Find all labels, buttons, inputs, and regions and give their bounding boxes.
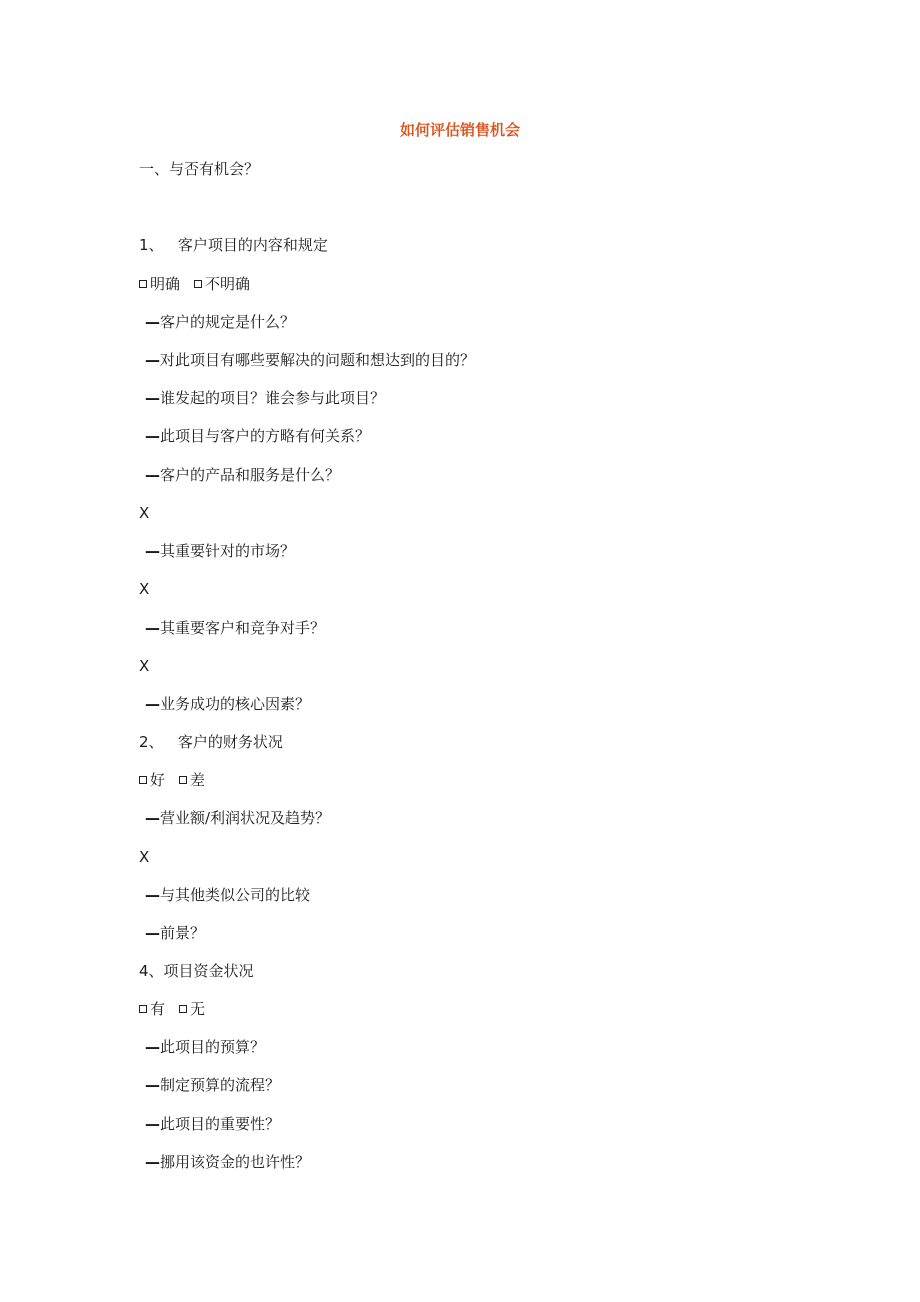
item-1-label: 客户项目的内容和规定 xyxy=(177,236,328,254)
dash-mark: — xyxy=(145,1153,160,1171)
dash-mark: — xyxy=(145,313,160,331)
dash-mark: — xyxy=(145,619,160,637)
checkbox-icon xyxy=(179,1005,187,1013)
dash-mark: — xyxy=(145,427,160,445)
question-line: —此项目的预算？ xyxy=(145,1038,266,1056)
dash-mark: — xyxy=(145,886,160,904)
item-2-heading xyxy=(139,731,283,753)
dash-mark: — xyxy=(145,924,160,942)
item-1-options xyxy=(139,273,250,295)
document-title: 如何评估销售机会 xyxy=(399,121,520,139)
option-good: 好 xyxy=(139,771,165,789)
dash-mark: — xyxy=(145,695,160,713)
option-clear: 明确 xyxy=(139,275,180,293)
option-unclear: 不明确 xyxy=(194,275,250,293)
dash-mark: — xyxy=(145,389,160,407)
dash-mark: — xyxy=(145,1076,160,1094)
item-4-heading xyxy=(139,960,254,982)
option-yes: 有 xyxy=(139,1000,165,1018)
question-line: —业务成功的核心因素？ xyxy=(145,695,311,713)
item-4-number: 4、 xyxy=(139,962,164,980)
question-line: —营业额/利润状况及趋势？ xyxy=(145,809,331,827)
question-line: —谁发起的项目？谁会参与此项目？ xyxy=(145,389,386,407)
item-1-heading xyxy=(139,234,328,256)
option-poor: 差 xyxy=(179,771,205,789)
dash-mark: — xyxy=(145,542,160,560)
checkbox-icon xyxy=(139,280,147,288)
item-4-options xyxy=(139,998,205,1020)
question-line: —对此项目有哪些要解决的问题和想达到的目的？ xyxy=(145,351,476,369)
question-line: —此项目的重要性？ xyxy=(145,1115,281,1133)
x-marker: X xyxy=(139,580,150,598)
x-marker: X xyxy=(139,848,150,866)
question-line: —其重要客户和竞争对手？ xyxy=(145,619,326,637)
item-2-label: 客户的财务状况 xyxy=(177,733,283,751)
x-marker: X xyxy=(139,504,150,522)
item-1-number: 1、 xyxy=(139,236,164,254)
question-line: —制定预算的流程？ xyxy=(145,1076,281,1094)
item-2-number: 2、 xyxy=(139,733,164,751)
question-line: —客户的产品和服务是什么？ xyxy=(145,466,341,484)
question-line: —前景？ xyxy=(145,924,206,942)
dash-mark: — xyxy=(145,466,160,484)
section-heading: 一、与否有机会？ xyxy=(139,160,260,178)
checkbox-icon xyxy=(179,776,187,784)
dash-mark: — xyxy=(145,351,160,369)
checkbox-icon xyxy=(139,1005,147,1013)
item-2-options xyxy=(139,769,205,791)
item-4-label: 项目资金状况 xyxy=(163,962,254,980)
dash-mark: — xyxy=(145,1115,160,1133)
question-line: —挪用该资金的也许性？ xyxy=(145,1153,311,1171)
checkbox-icon xyxy=(194,280,202,288)
dash-mark: — xyxy=(145,1038,160,1056)
question-line: —与其他类似公司的比较 xyxy=(145,886,311,904)
question-line: —客户的规定是什么？ xyxy=(145,313,296,331)
checkbox-icon xyxy=(139,776,147,784)
question-line: —其重要针对的市场？ xyxy=(145,542,296,560)
x-marker: X xyxy=(139,657,150,675)
option-no: 无 xyxy=(179,1000,205,1018)
question-line: —此项目与客户的方略有何关系？ xyxy=(145,427,371,445)
dash-mark: — xyxy=(145,809,160,827)
